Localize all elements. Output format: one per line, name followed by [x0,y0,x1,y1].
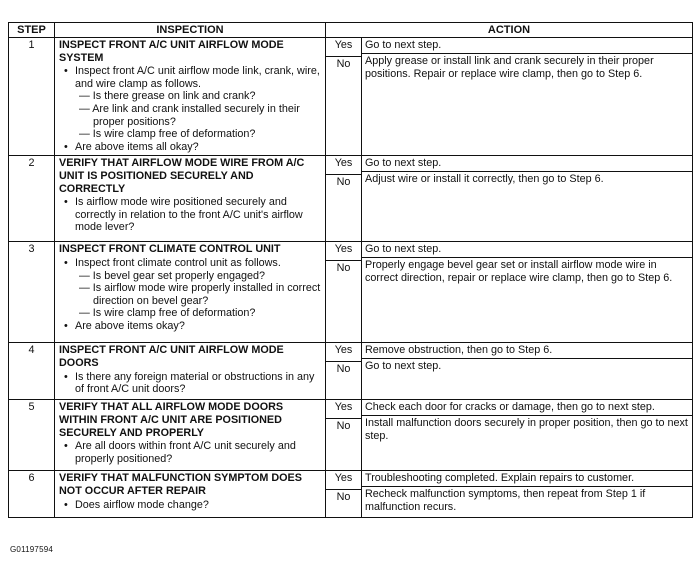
action-no: Install malfunction doors securely in proper position, then go to next step. [365,417,688,442]
result-cell [326,400,362,471]
inspection-bullet [75,141,322,154]
sub-question: — Is there grease on link and crank? [79,90,256,103]
result-no: No [336,491,351,504]
table-row [9,156,693,242]
action-yes: Go to next step. [362,156,692,172]
result-yes: Yes [326,156,361,175]
inspection-bullet [75,440,322,465]
table-row [9,343,693,400]
result-yes: Yes [326,400,361,419]
inspection-bullets [59,257,322,333]
action-cell [362,400,693,471]
table-row [9,242,693,343]
inspection-cell [55,471,326,518]
action-yes: Go to next step. [362,38,692,54]
sub-question: — Is wire clamp free of deformation? [79,307,256,320]
inspection-cell [55,400,326,471]
result-cell [326,38,362,156]
action-no: Properly engage bevel gear set or install airflow mode wire in correct direction, repair or replace wire clamp, then go to Step 6. [365,259,673,284]
header-step: STEP [9,23,55,38]
result-yes: Yes [326,471,361,490]
sub-question: — Is bevel gear set properly engaged? [79,269,266,282]
figure-id: G01197594 [10,545,54,554]
action-yes: Remove obstruction, then go to Step 6. [362,343,692,359]
inspection-bullets [59,440,322,465]
bullet-text: • Are above items okay? [75,319,185,332]
result-cell [326,343,362,400]
action-yes: Go to next step. [362,242,692,258]
table-row [9,38,693,156]
sub-question: — Is wire clamp free of deformation? [79,128,256,141]
inspection-bullet [75,499,322,512]
result-no: No [336,58,351,70]
result-no: No [336,363,351,376]
action-no: Adjust wire or install it correctly, then go to Step 6. [365,173,604,186]
bullet-text: • Inspect front A/C unit airflow mode link, crank, wire, and wire clamp as follows. [75,65,320,90]
inspection-title: VERIFY THAT MALFUNCTION SYMPTOM DOES NOT OCCUR AFTER REPAIR [59,472,302,497]
inspection-bullets [59,371,322,396]
inspection-title: INSPECT FRONT CLIMATE CONTROL UNIT [59,243,281,256]
result-yes: Yes [326,242,361,261]
bullet-text: • Is there any foreign material or obstructions in any of front A/C unit doors? [75,370,315,396]
action-yes: Troubleshooting completed. Explain repairs to customer. [362,471,692,487]
inspection-bullets [59,196,322,234]
inspection-bullet [75,196,322,234]
inspection-bullets [59,499,322,512]
inspection-bullet [75,65,322,141]
action-cell [362,38,693,156]
sub-questions [75,270,322,320]
step-number: 5 [9,400,55,471]
action-cell [362,343,693,400]
result-cell [326,156,362,242]
inspection-table-container [8,22,692,540]
result-no: No [336,420,351,433]
action-cell [362,471,693,518]
inspection-title: VERIFY THAT ALL AIRFLOW MODE DOORS WITHIN FRONT A/C UNIT ARE POSITIONED SECURELY AND PROPERLY [59,401,284,439]
table-body [9,38,693,518]
table-row [9,400,693,471]
table-row [9,471,693,518]
inspection-cell [55,156,326,242]
step-number: 4 [9,343,55,400]
result-no: No [336,262,351,275]
bullet-text: • Is airflow mode wire positioned securely and correctly in relation to the front A/C unit's airflow mode lever? [75,196,303,234]
action-no: Go to next step. [365,360,442,373]
result-cell [326,471,362,518]
inspection-bullet [75,257,322,320]
inspection-title: VERIFY THAT AIRFLOW MODE WIRE FROM A/C UNIT IS POSITIONED SECURELY AND CORRECTLY [59,157,305,195]
inspection-bullets [59,65,322,153]
action-no: Recheck malfunction symptoms, then repeat from Step 1 if malfunction recurs. [365,488,646,513]
action-yes: Check each door for cracks or damage, then go to next step. [362,400,692,416]
result-no: No [336,176,351,189]
header-inspection: INSPECTION [55,23,326,38]
inspection-cell [55,242,326,343]
action-no: Apply grease or install link and crank securely in their proper positions. Repair or replace wire clamp, then go to Step 6. [365,55,654,80]
step-number: 6 [9,471,55,518]
result-cell [326,242,362,343]
bullet-text: • Does airflow mode change? [75,498,209,511]
bullet-text: • Inspect front climate control unit as follows. [75,256,281,269]
header-row [9,23,693,38]
inspection-table [8,22,693,518]
result-yes: Yes [326,343,361,362]
inspection-cell [55,343,326,400]
inspection-bullet [75,371,322,396]
sub-question: — Are link and crank installed securely in their proper positions? [79,102,300,128]
step-number: 1 [9,38,55,156]
inspection-title: INSPECT FRONT A/C UNIT AIRFLOW MODE SYSTEM [59,39,284,64]
bullet-text: • Are all doors within front A/C unit securely and properly positioned? [75,440,296,465]
result-yes: Yes [326,38,361,57]
header-action: ACTION [326,23,693,38]
step-number: 3 [9,242,55,343]
bullet-text: • Are above items all okay? [75,140,199,153]
action-cell [362,156,693,242]
inspection-title: INSPECT FRONT A/C UNIT AIRFLOW MODE DOORS [59,344,284,369]
sub-question: — Is airflow mode wire properly installed in correct direction on bevel gear? [79,282,321,307]
inspection-bullet [75,320,322,333]
action-cell [362,242,693,343]
inspection-cell [55,38,326,156]
sub-questions [75,90,322,140]
step-number: 2 [9,156,55,242]
